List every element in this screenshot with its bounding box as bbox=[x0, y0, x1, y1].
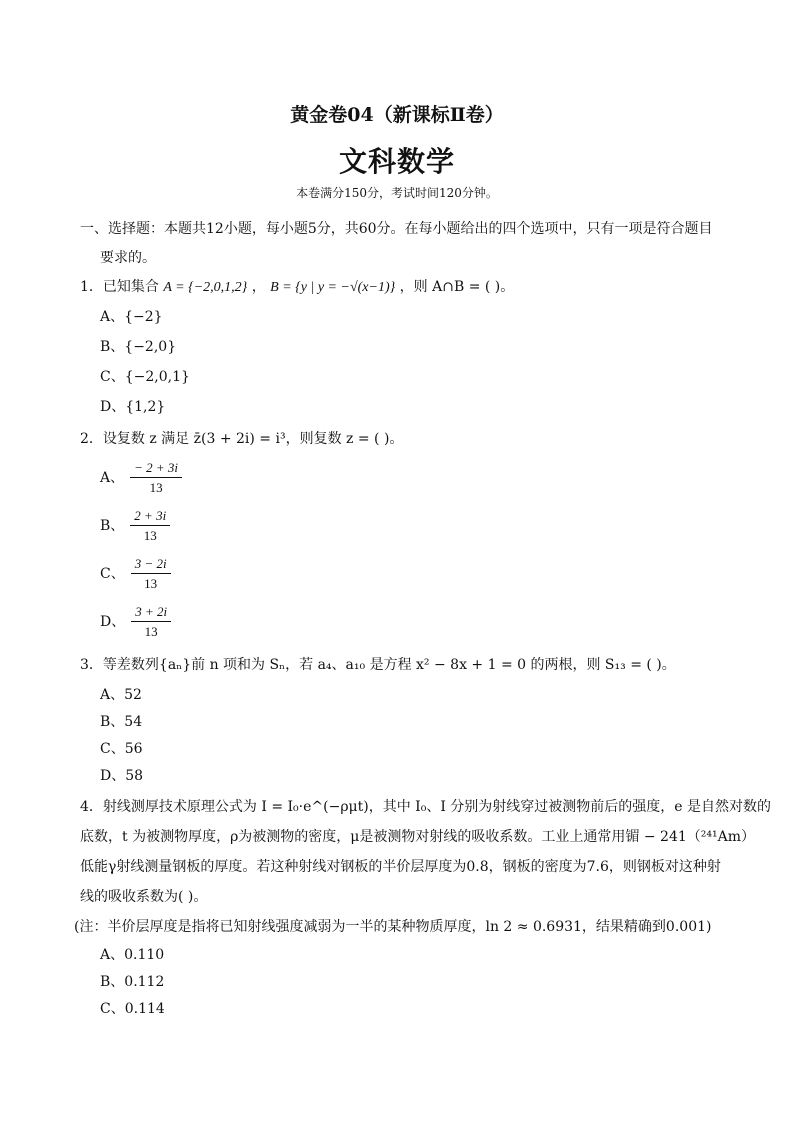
question-4-line3: 低能γ射线测量钢板的厚度。若这种射线对钢板的半价层厚度为0.8，钢板的密度为7.6，则钢板对这种射 bbox=[80, 859, 721, 875]
question-1-option-d: D、{1,2} bbox=[100, 399, 166, 415]
question-1-set-b: B = {y | y = −√(x−1)} bbox=[270, 280, 396, 295]
exam-subject: 文科数学 bbox=[338, 145, 455, 178]
fraction-numerator: − 2 + 3i bbox=[130, 460, 182, 478]
fraction-denominator: 13 bbox=[144, 576, 158, 591]
fraction-denominator: 13 bbox=[149, 480, 163, 495]
option-label: A、 bbox=[100, 470, 125, 486]
question-1-option-c: C、{−2,0,1} bbox=[100, 369, 190, 385]
exam-note: 本卷满分150分，考试时间120分钟。 bbox=[296, 186, 498, 200]
question-2-option-d bbox=[100, 604, 171, 640]
question-4-line2: 底数，t 为被测物厚度，ρ为被测物的密度，μ是被测物对射线的吸收系数。工业上通常用镅 − 241（²⁴¹Am） bbox=[80, 829, 755, 845]
option-fraction bbox=[130, 508, 170, 544]
question-2-option-c bbox=[100, 556, 171, 592]
option-fraction bbox=[131, 556, 171, 592]
section-heading-line2: 要求的。 bbox=[100, 250, 156, 266]
question-2-option-b bbox=[100, 508, 170, 544]
question-1-suffix: ，则 A∩B = ( )。 bbox=[399, 279, 515, 295]
question-4-line1: 4．射线测厚技术原理公式为 I = I₀·e^(−ρμt)，其中 I₀、I 分别为射线穿过被测物前后的强度，e 是自然对数的 bbox=[80, 799, 772, 815]
question-3-option-d: D、58 bbox=[100, 768, 144, 784]
question-3-option-a: A、52 bbox=[100, 687, 142, 703]
exam-title: 黄金卷04（新课标Ⅱ卷） bbox=[290, 104, 504, 126]
question-4-option-b: B、0.112 bbox=[100, 974, 165, 990]
fraction-denominator: 13 bbox=[143, 528, 157, 543]
question-1-set-a: A = {−2,0,1,2} bbox=[163, 280, 248, 295]
question-2-option-a bbox=[100, 460, 182, 496]
question-4-note: (注：半价层厚度是指将已知射线强度减弱为一半的某种物质厚度，ln 2 ≈ 0.6931，结果精确到0.001) bbox=[74, 919, 712, 935]
question-3-option-b: B、54 bbox=[100, 714, 143, 730]
question-2: 2．设复数 z 满足 z̄(3 + 2i) = i³，则复数 z = ( )。 bbox=[80, 431, 404, 447]
question-4-line4: 线的吸收系数为( )。 bbox=[80, 889, 208, 905]
question-3: 3．等差数列{aₙ}前 n 项和为 Sₙ，若 a₄、a₁₀ 是方程 x² − 8x + 1 = 0 的两根，则 S₁₃ = ( )。 bbox=[80, 657, 676, 673]
question-1-prefix: 1．已知集合 bbox=[80, 279, 159, 295]
option-fraction bbox=[130, 460, 182, 496]
fraction-numerator: 3 − 2i bbox=[131, 556, 171, 574]
question-1-comma: ， bbox=[251, 279, 266, 295]
fraction-numerator: 3 + 2i bbox=[131, 604, 171, 622]
option-label: B、 bbox=[100, 518, 125, 534]
option-label: C、 bbox=[100, 566, 125, 582]
question-1 bbox=[80, 276, 514, 296]
fraction-denominator: 13 bbox=[144, 624, 158, 639]
section-heading-line1: 一、选择题：本题共12小题，每小题5分，共60分。在每小题给出的四个选项中，只有一项是符合题目 bbox=[80, 221, 713, 237]
question-4-option-a: A、0.110 bbox=[100, 947, 165, 963]
fraction-numerator: 2 + 3i bbox=[130, 508, 170, 526]
question-3-option-c: C、56 bbox=[100, 741, 143, 757]
option-label: D、 bbox=[100, 614, 126, 630]
question-1-option-b: B、{−2,0} bbox=[100, 339, 177, 355]
option-fraction bbox=[131, 604, 171, 640]
question-4-option-c: C、0.114 bbox=[100, 1001, 165, 1017]
question-1-option-a: A、{−2} bbox=[100, 309, 163, 325]
